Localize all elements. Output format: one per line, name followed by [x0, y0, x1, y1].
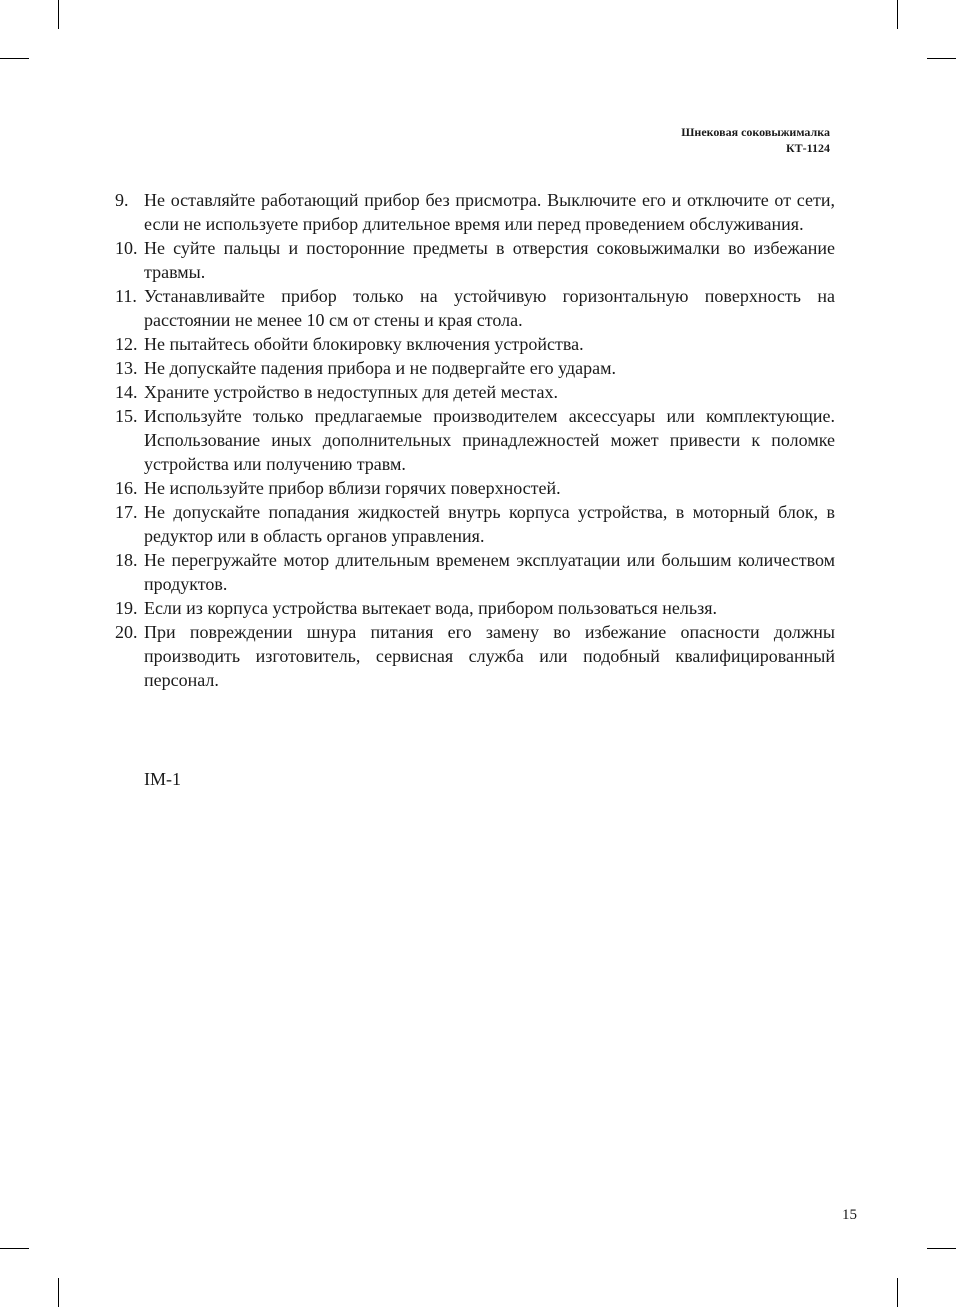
page-number: 15 — [842, 1207, 857, 1223]
item-number: 15. — [115, 406, 138, 426]
item-text: Храните устройство в недоступных для детей местах. — [144, 382, 558, 402]
item-number: 10. — [115, 238, 138, 258]
list-item — [115, 236, 835, 284]
list-item — [115, 596, 835, 620]
item-text: Используйте только предлагаемые производителем аксессуары или комплектующие. Использование иных дополнительных принадлежностей может привести к поломке устройства или получению травм. — [144, 406, 835, 474]
list-item — [115, 500, 835, 548]
item-text: Не перегружайте мотор длительным временем эксплуатации или большим количеством продуктов. — [144, 550, 835, 594]
crop-mark-bottom-left-vertical — [58, 1278, 59, 1307]
item-text: Не суйте пальцы и посторонние предметы в отверстия соковыжималки во избежание травмы. — [144, 238, 835, 282]
item-number: 14. — [115, 382, 138, 402]
list-item — [115, 356, 835, 380]
header-product-name: Шнековая соковыжималка — [681, 125, 830, 139]
list-item — [115, 548, 835, 596]
item-text: Не используйте прибор вблизи горячих поверхностей. — [144, 478, 561, 498]
crop-mark-top-left-vertical — [58, 0, 59, 29]
list-item — [115, 404, 835, 476]
crop-mark-top-right-vertical — [897, 0, 898, 29]
item-text: Не допускайте попадания жидкостей внутрь корпуса устройства, в моторный блок, в редуктор или в область органов управления. — [144, 502, 835, 546]
item-text: При повреждении шнура питания его замену во избежание опасности должны производить изготовитель, сервисная служба или подобный квалифицированный персонал. — [144, 622, 835, 690]
item-number: 13. — [115, 358, 138, 378]
crop-mark-bottom-left-horizontal — [0, 1248, 29, 1249]
item-text: Если из корпуса устройства вытекает вода, прибором пользоваться нельзя. — [144, 598, 717, 618]
list-item — [115, 284, 835, 332]
item-number: 16. — [115, 478, 138, 498]
item-number: 20. — [115, 622, 138, 642]
item-number: 19. — [115, 598, 138, 618]
item-number: 11. — [115, 286, 137, 306]
safety-instructions-list — [115, 188, 835, 692]
list-item — [115, 380, 835, 404]
item-number: 17. — [115, 502, 138, 522]
item-number: 18. — [115, 550, 138, 570]
crop-mark-bottom-right-horizontal — [927, 1248, 956, 1249]
list-item — [115, 476, 835, 500]
crop-mark-top-left-horizontal — [0, 58, 29, 59]
item-text: Не пытайтесь обойти блокировку включения устройства. — [144, 334, 584, 354]
item-text: Не оставляйте работающий прибор без присмотра. Выключите его и отключите от сети, если не используете прибор длительное время или перед проведением обслуживания. — [144, 190, 835, 234]
crop-mark-top-right-horizontal — [927, 58, 956, 59]
item-number: 12. — [115, 334, 138, 354]
list-item — [115, 620, 835, 692]
item-text: Не допускайте падения прибора и не подвергайте его ударам. — [144, 358, 617, 378]
model-code: IM-1 — [144, 769, 181, 789]
list-item — [115, 332, 835, 356]
header-model: КТ-1124 — [785, 141, 830, 155]
item-text: Устанавливайте прибор только на устойчивую горизонтальную поверхность на расстоянии не менее 10 см от стены и края стола. — [144, 286, 835, 330]
item-number: 9. — [115, 190, 129, 210]
crop-mark-bottom-right-vertical — [897, 1278, 898, 1307]
running-header — [681, 124, 830, 156]
list-item — [115, 188, 835, 236]
